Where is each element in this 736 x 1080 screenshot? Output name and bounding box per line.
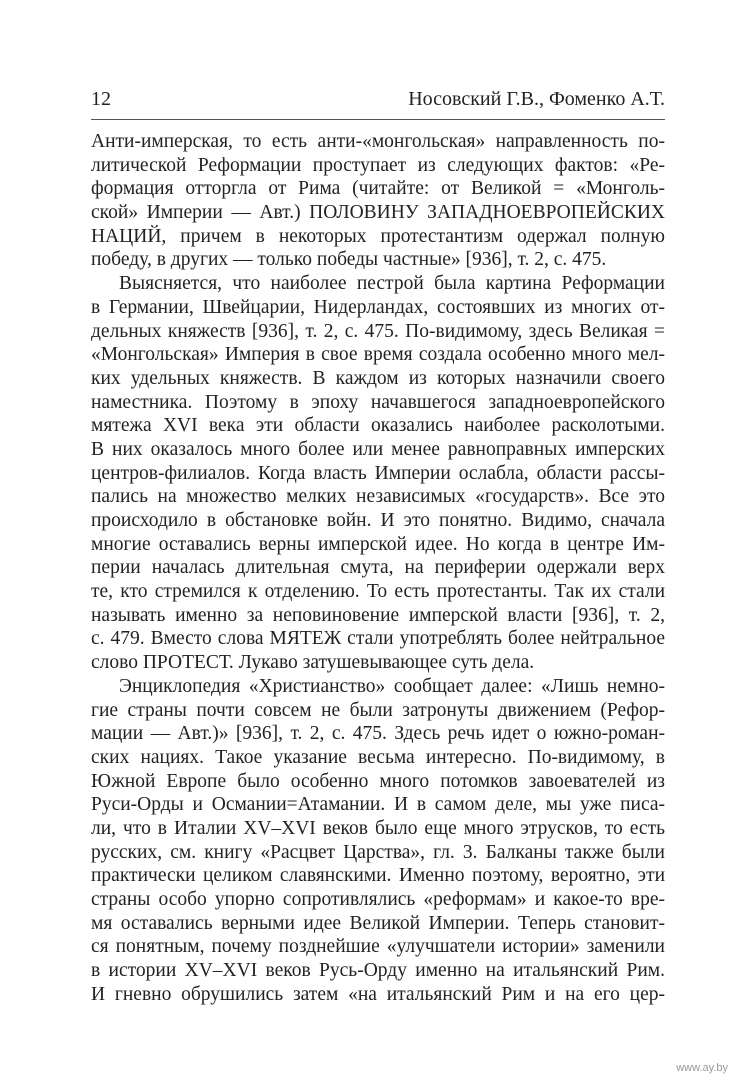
text-line: дельных княжеств [936], т. 2, с. 475. По-видимому, здесь Великая = [91,320,665,342]
body-text [91,130,665,1006]
text-line: гие страны почти совсем не были затронуты движением (Рефор- [91,699,665,721]
text-line: Выясняется, что наиболее пестрой была картина Реформации [119,273,665,295]
text-line: Руси-Орды и Османии=Атамании. И в самом деле, мы уже писа- [91,794,665,816]
text-line: многие оставались верны имперской идее. Но когда в центре Им- [91,533,665,555]
text-line: В них оказалось много более или менее равноправных имперских [91,438,665,460]
watermark: www.ay.by [676,1062,728,1074]
text-line: ских нациях. Такое указание весьма интересно. По-видимому, в [91,746,665,768]
text-line: центров-филиалов. Когда власть Империи ослабла, области рассы- [91,462,665,484]
text-line: мя оставались верными идее Великой Империи. Теперь становит- [91,912,665,934]
text-line: формация отторгла от Рима (читайте: от Великой = «Монголь- [91,178,665,200]
text-line: «Монгольская» Империя в свое время создала особенно много мел- [91,344,665,366]
text-line: ся понятным, почему позднейшие «улучшатели истории» заменили [91,936,665,958]
text-line: в истории XV–XVI веков Русь-Орду именно на итальянский Рим. [91,960,665,982]
text-line: ли, что в Италии XV–XVI веков было еще много этрусков, то есть [91,817,665,839]
text-line: перии началась длительная смута, на периферии одержали верх [91,557,665,579]
text-line: НАЦИЙ, причем в некоторых протестантизм одержал полную [91,225,665,247]
text-line: в Германии, Швейцарии, Нидерландах, состоявших из многих от- [91,296,665,318]
text-line: Анти-имперская, то есть анти-«монгольская» направленность по- [91,131,665,152]
text-line: наместника. Поэтому в эпоху начавшегося западноевропейского [91,391,665,413]
text-line: слово ПРОТЕСТ. Лукаво затушевывающее суть дела. [91,652,535,674]
text-line: ской» Империи — Авт.) ПОЛОВИНУ ЗАПАДНОЕВРОПЕЙСКИХ [91,202,665,224]
text-line: происходило в обстановке войн. И это понятно. Видимо, сначала [91,510,665,531]
text-line: страны особо упорно сопротивлялись «реформам» и какое-то вре- [91,889,665,910]
text-line: литической Реформации проступает из следующих фактов: «Ре- [91,154,665,176]
text-line: И гневно обрушились затем «на итальянский Рим и на его цер- [91,983,665,1005]
text-line: победу, в других — только победы частные» [936], т. 2, с. 475. [91,249,607,271]
text-line: мации — Авт.)» [936], т. 2, с. 475. Здесь речь идет о южно-роман- [91,723,665,745]
page-number: 12 [91,88,111,110]
text-line: пались на множество мелких независимых «государств». Все это [91,486,665,508]
text-line: ких удельных княжеств. В каждом из которых назначили своего [91,367,665,389]
text-line: практически целиком славянскими. Именно поэтому, вероятно, эти [91,865,665,887]
text-line: русских, см. книгу «Расцвет Царства», гл. 3. Балканы также были [91,841,665,863]
header-rule [91,119,665,120]
text-line: Южной Европе было особенно много потомков завоевателей из [91,770,665,792]
text-line: называть именно за неповиновение имперской власти [936], т. 2, [91,604,665,626]
text-line: те, кто стремился к отделению. То есть протестанты. Так их стали [91,581,665,603]
page-header [91,86,665,116]
text-line: мятежа XVI века эти области оказались наиболее расколотыми. [91,415,665,437]
text-line: с. 479. Вместо слова МЯТЕЖ стали употреблять более нейтральное [91,628,665,650]
text-line: Энциклопедия «Христианство» сообщает далее: «Лишь немно- [119,675,665,697]
running-head: Носовский Г.В., Фоменко А.Т. [408,88,665,110]
